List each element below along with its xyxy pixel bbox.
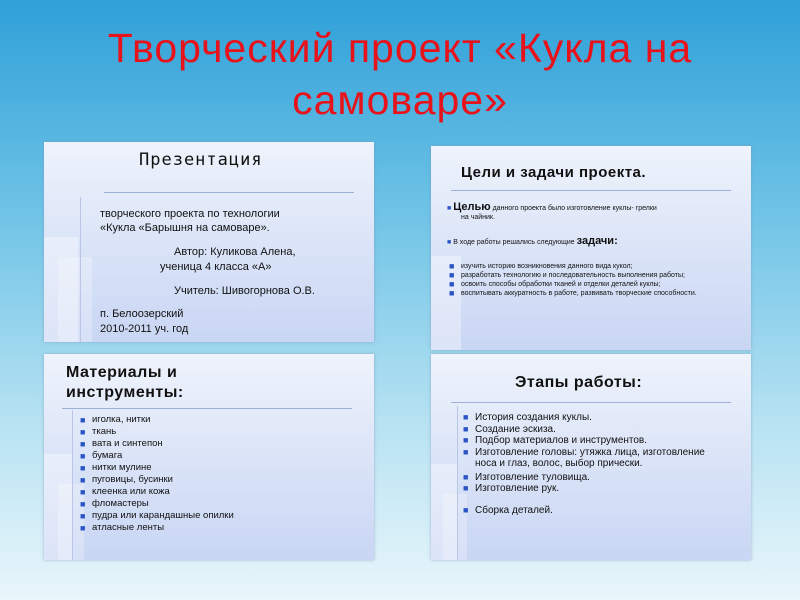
author-text: Автор: Куликова Алена,	[174, 246, 296, 258]
list-item-text: разработать технологию и последовательность выполнения работы;	[461, 272, 685, 279]
tasks-list	[447, 262, 739, 298]
bullet-marker: ■	[463, 504, 469, 515]
list-item	[78, 486, 358, 498]
panel-heading-line1: Материалы и	[66, 364, 178, 381]
list-item	[447, 262, 739, 271]
list-item	[461, 447, 721, 470]
bullet-marker: ■	[463, 435, 469, 445]
stages-list	[461, 412, 721, 516]
list-item-text: бумага	[92, 450, 123, 461]
list-item	[78, 438, 358, 450]
panel-materials	[44, 354, 374, 560]
list-item-text: История создания куклы.	[475, 412, 592, 423]
bullet-marker: ■	[449, 261, 455, 271]
list-item-text: воспитывать аккуратность в работе, развивать творческие способности.	[461, 290, 697, 297]
divider	[451, 190, 731, 191]
divider	[451, 402, 731, 403]
bullet-marker: ■	[80, 511, 86, 521]
divider	[104, 192, 354, 193]
bullet-marker: ■	[80, 439, 86, 449]
list-item-text: Изготовление туловища.	[475, 471, 590, 483]
goal-text: данного проекта было изготовление куклы- грелки	[492, 205, 657, 212]
goal-paragraph	[447, 203, 747, 222]
panel-heading: Этапы работы:	[515, 374, 643, 391]
list-item-text: клеенка или кожа	[92, 486, 170, 497]
list-item-text: иголка, нитки	[92, 414, 151, 425]
project-desc-line1: творческого проекта по технологии	[100, 208, 280, 220]
divider	[80, 197, 81, 342]
tasks-word: задачи:	[576, 235, 618, 247]
goal-word: Целью	[453, 201, 491, 213]
bullet-marker: ■	[80, 427, 86, 437]
list-item-text: Сборка деталей.	[475, 504, 553, 516]
bullet-marker: ■	[80, 487, 86, 497]
student-text: ученица 4 класса «А»	[160, 261, 272, 273]
list-item	[78, 462, 358, 474]
list-item	[461, 412, 721, 424]
tasks-paragraph	[447, 235, 747, 247]
bullet-marker: ■	[80, 475, 86, 485]
list-item	[78, 414, 358, 426]
list-item-text: пудра или карандашные опилки	[92, 510, 234, 521]
list-item	[461, 505, 721, 517]
list-item-text: нитки мулине	[92, 462, 152, 473]
list-item	[461, 483, 721, 495]
materials-list	[78, 414, 358, 534]
panel-presentation	[44, 142, 374, 342]
bullet-marker: ■	[449, 279, 455, 289]
bullet-marker: ■	[449, 288, 455, 298]
list-item	[78, 510, 358, 522]
bullet-marker: ■	[447, 205, 452, 212]
list-item-text: Создание эскиза.	[475, 423, 556, 435]
list-item-text: вата и синтепон	[92, 438, 163, 449]
panel-decoration	[58, 257, 92, 342]
panel-stages	[431, 354, 751, 560]
tasks-intro: В ходе работы решались следующие	[453, 239, 575, 246]
list-item	[447, 280, 739, 289]
panel-heading: Презентация	[139, 150, 263, 170]
slide-title-line2: самоваре»	[292, 77, 508, 123]
place-text: п. Белоозерский	[100, 308, 184, 320]
bullet-marker: ■	[463, 483, 469, 493]
divider	[72, 410, 73, 560]
project-desc-line2: «Кукла «Барышня на самоваре».	[100, 222, 270, 234]
bullet-marker: ■	[463, 423, 469, 434]
bullet-marker: ■	[463, 412, 469, 422]
goal-text-line2: на чайник.	[461, 214, 495, 221]
list-item-text: фломастеры	[92, 498, 149, 509]
bullet-marker: ■	[447, 239, 452, 246]
bullet-marker: ■	[463, 471, 469, 482]
list-item	[447, 289, 739, 298]
slide-title	[0, 22, 800, 126]
list-item-text: ткань	[92, 426, 117, 437]
bullet-marker: ■	[80, 451, 86, 461]
panel-goals	[431, 146, 751, 350]
list-item	[78, 450, 358, 462]
bullet-marker: ■	[463, 446, 469, 457]
list-item	[461, 472, 721, 484]
divider	[457, 406, 458, 560]
year-text: 2010-2011 уч. год	[100, 323, 189, 335]
panel-heading-line2: инструменты:	[66, 384, 184, 401]
panel-heading: Цели и задачи проекта.	[461, 164, 647, 181]
list-item	[461, 435, 721, 447]
list-item-text: Изготовление рук.	[475, 483, 560, 494]
list-item	[447, 271, 739, 280]
divider	[62, 408, 352, 409]
list-item-text: освоить способы обработки тканей и отделки деталей куклы;	[461, 281, 661, 288]
bullet-marker: ■	[80, 499, 86, 509]
list-item	[78, 498, 358, 510]
list-item	[78, 474, 358, 486]
slide-title-line1: Творческий проект «Кукла на	[107, 25, 693, 71]
bullet-marker: ■	[449, 270, 455, 280]
list-item-text: изучить историю возникновения данного вида кукол;	[461, 263, 633, 270]
bullet-marker: ■	[80, 415, 86, 425]
list-item-text: Изготовление головы: утяжка лица, изготовление носа и глаз, волос, выбор прически.	[475, 446, 705, 469]
list-item-text: пуговицы, бусинки	[92, 474, 173, 485]
bullet-marker: ■	[80, 463, 86, 473]
list-item	[461, 424, 721, 436]
teacher-text: Учитель: Шивогорнова О.В.	[174, 285, 315, 297]
list-item-text: атласные ленты	[92, 522, 165, 533]
bullet-marker: ■	[80, 523, 86, 533]
list-item-text: Подбор материалов и инструментов.	[475, 435, 648, 446]
list-item	[78, 426, 358, 438]
list-item	[78, 522, 358, 534]
